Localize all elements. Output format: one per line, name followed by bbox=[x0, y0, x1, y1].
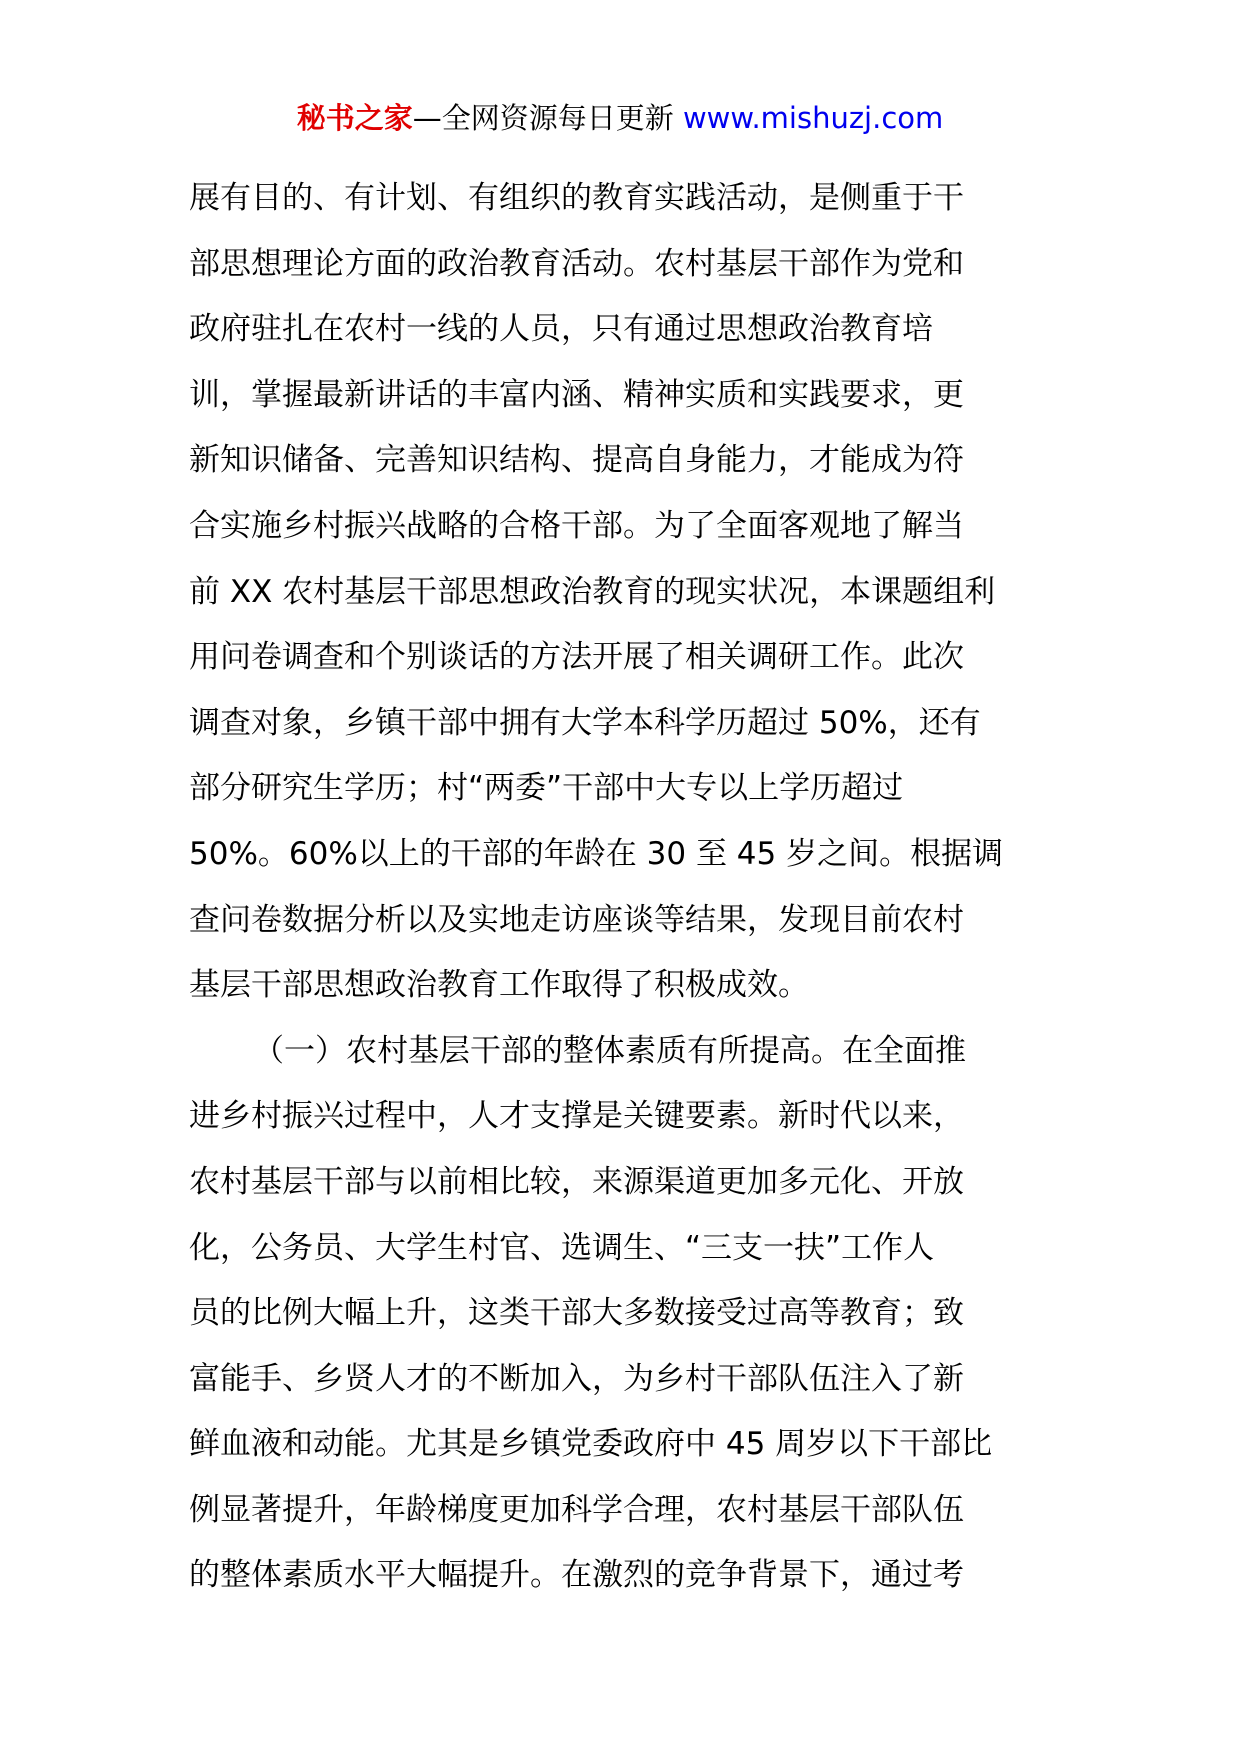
body-line: 展有目的、有计划、有组织的教育实践活动，是侧重于干 bbox=[189, 180, 964, 216]
header-tagline: —全网资源每日更新 bbox=[412, 101, 674, 135]
body-line: 化，公务员、大学生村官、选调生、“三支一扶”工作人 bbox=[189, 1229, 935, 1266]
body-line: 新知识储备、完善知识结构、提高自身能力，才能成为符 bbox=[189, 442, 964, 479]
body-line: 农村基层干部与以前相比较，来源渠道更加多元化、开放 bbox=[189, 1163, 964, 1200]
body-line: 训，掌握最新讲话的丰富内涵、精神实质和实践要求，更 bbox=[189, 376, 964, 413]
body-line: 政府驻扎在农村一线的人员，只有通过思想政治教育培 bbox=[189, 311, 933, 348]
body-line: 部思想理论方面的政治教育活动。农村基层干部作为党和 bbox=[189, 245, 964, 282]
body-line: 查问卷数据分析以及实地走访座谈等结果，发现目前农村 bbox=[189, 901, 964, 938]
body-line: 例显著提升，年龄梯度更加科学合理，农村基层干部队伍 bbox=[189, 1491, 964, 1528]
document-body bbox=[189, 166, 1053, 1609]
body-line: 的整体素质水平大幅提升。在激烈的竞争背景下，通过考 bbox=[189, 1557, 964, 1594]
body-line: 富能手、乡贤人才的不断加入，为乡村干部队伍注入了新 bbox=[189, 1360, 964, 1397]
site-header-banner bbox=[0, 98, 1240, 138]
body-line: 部分研究生学历；村“两委”干部中大专以上学历超过 bbox=[189, 770, 904, 807]
body-line: 基层干部思想政治教育工作取得了积极成效。 bbox=[189, 967, 809, 1004]
body-line: 合实施乡村振兴战略的合格干部。为了全面客观地了解当 bbox=[189, 507, 964, 544]
body-line: 50%。60%以上的干部的年龄在 30 至 45 岁之间。根据调 bbox=[189, 835, 1004, 872]
body-line: 前 XX 农村基层干部思想政治教育的现实状况，本课题组利 bbox=[189, 573, 996, 610]
section-heading-line: （一）农村基层干部的整体素质有所提高。在全面推 bbox=[253, 1032, 966, 1069]
body-line: 调查对象，乡镇干部中拥有大学本科学历超过 50%，还有 bbox=[189, 704, 981, 741]
site-url-link[interactable]: www.mishuzj.com bbox=[682, 101, 944, 135]
body-line: 员的比例大幅上升，这类干部大多数接受过高等教育；致 bbox=[189, 1295, 964, 1332]
brand-name: 秘书之家 bbox=[296, 101, 413, 135]
body-line: 鲜血液和动能。尤其是乡镇党委政府中 45 周岁以下干部比 bbox=[189, 1426, 993, 1463]
body-line: 用问卷调查和个别谈话的方法开展了相关调研工作。此次 bbox=[189, 639, 964, 676]
body-line: 进乡村振兴过程中，人才支撑是关键要素。新时代以来， bbox=[189, 1098, 964, 1135]
